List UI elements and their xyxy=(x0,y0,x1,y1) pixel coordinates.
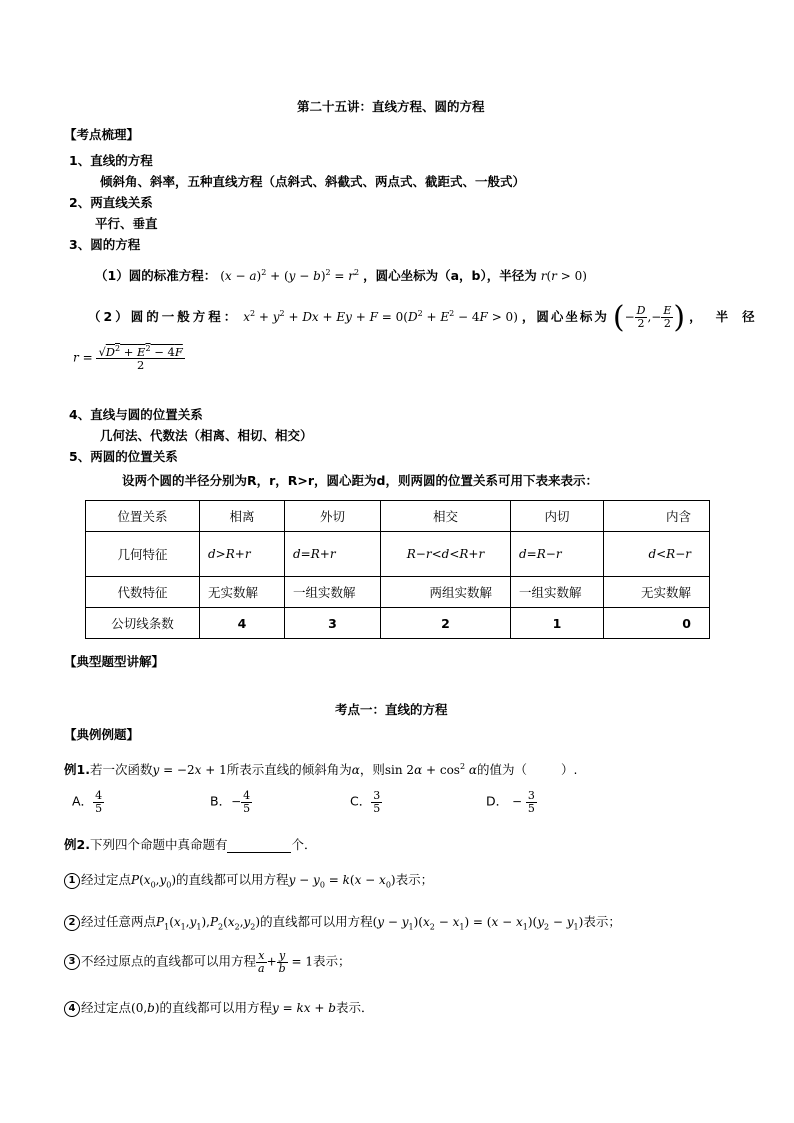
circled-number-3-icon: 3 xyxy=(64,954,80,970)
table-header-cell: 内含 xyxy=(604,501,710,532)
circle-relation-table xyxy=(85,500,710,639)
item-1-body: 倾斜角、斜率，五种直线方程（点斜式、斜截式、两点式、截距式、一般式） xyxy=(100,174,526,189)
option-label: D． xyxy=(486,793,509,809)
example-2-text: 下列四个命题中真命题有 xyxy=(89,837,228,852)
example-1-option-c[interactable] xyxy=(350,790,382,814)
statement-text: 经过任意两点 xyxy=(81,914,157,929)
statement-text: 表示； xyxy=(313,953,351,969)
example-2-text: 个． xyxy=(291,837,317,852)
option-label: B． xyxy=(210,793,232,809)
table-cell: d=R+r xyxy=(285,532,381,577)
table-cell: d=R−r xyxy=(511,532,604,577)
statement-text: 表示． xyxy=(335,1000,374,1015)
standard-circle-equation: （1）圆的标准方程： $(x - a)^2 + (y - b)^2 = r^2$ ，圆心坐标为（a，b），半径为 r(r > 0) xyxy=(95,268,587,283)
item-4-body: 几何法、代数法（相离、相切、相交） xyxy=(100,428,313,443)
example-1: 例1.若一次函数y = −2x + 1所表示直线的倾斜角为α，则$\sin 2\alpha + \cos^2 \alpha$的值为（ ）. xyxy=(64,762,578,777)
statement-text: 的直线都可以用方程 xyxy=(159,1000,273,1015)
example-1-option-b[interactable]: B．− $\frac{4}{5}$ xyxy=(210,789,251,815)
statement-1: 1 经过定点$P(x_0,y_0)$的直线都可以用方程$y - y_0 = k(x - x_0)$表示； xyxy=(64,870,433,889)
table-row-geometric xyxy=(86,532,710,577)
item-4-heading: 4、直线与圆的位置关系 xyxy=(69,407,203,422)
item-3-heading: 3、圆的方程 xyxy=(69,237,141,252)
general-center-text: ，圆心坐标为 xyxy=(521,309,609,324)
table-header-row xyxy=(86,501,710,532)
table-cell: 一组实数解 xyxy=(511,577,604,608)
table-cell: 4 xyxy=(200,608,285,639)
option-denominator: 5 xyxy=(527,801,535,815)
page-title: 第二十五讲：直线方程、圆的方程 xyxy=(297,99,485,114)
key-point-1-title: 考点一：直线的方程 xyxy=(335,702,448,717)
statement-text: 表示； xyxy=(583,914,621,929)
table-cell: R−r<d<R+r xyxy=(381,532,511,577)
table-row-label: 公切线条数 xyxy=(86,608,200,639)
statement-text: 经过定点 xyxy=(81,872,132,887)
table-header-cell: 内切 xyxy=(511,501,604,532)
example-1-option-d[interactable]: D． − $\frac{3}{5}$ xyxy=(486,789,535,815)
table-row-label: 代数特征 xyxy=(86,577,200,608)
section-review-heading: 【考点梳理】 xyxy=(64,127,140,142)
item-5-body: 设两个圆的半径分别为R，r，R>r，圆心距为d，则两圆的位置关系可用下表来表示： xyxy=(122,473,599,488)
statement-4: 4 经过定点(0,b)的直线都可以用方程y = kx + b表示． xyxy=(64,998,373,1017)
table-row-tangents xyxy=(86,608,710,639)
example-1-text: 的值为（ xyxy=(477,762,528,777)
example-1-option-a[interactable] xyxy=(72,790,104,814)
general-circle-equation: （2）圆的一般方程： $x^2 + y^2 + Dx + Ey + F = 0(D^2 + E^2 - 4F > 0)$ ，圆心坐标为 (− $\frac{D}{2}$ ,− $\frac{E}{2}$ ) ，半径 xyxy=(88,300,769,335)
statement-text: 的直线都可以用方程 xyxy=(176,872,289,887)
statement-2: 2 经过任意两点$P_1(x_1,y_1),P_2(x_2,y_2)$的直线都可以用方程$(y - y_1)(x_2 - x_1) = (x - x_1)(y_2 - y_1)$表示； xyxy=(64,912,621,931)
option-denominator: 5 xyxy=(373,801,381,815)
table-cell: 2 xyxy=(381,608,511,639)
option-numerator: 4 xyxy=(243,789,251,802)
example-1-label: 例1. xyxy=(64,762,90,777)
statement-text: 经过定点 xyxy=(81,1000,132,1015)
general-radius-text: ，半径 xyxy=(689,309,769,324)
example-2 xyxy=(64,835,316,853)
examples-heading: 【典例例题】 xyxy=(64,727,140,742)
item-2-body: 平行、垂直 xyxy=(95,216,158,231)
radius-formula: r = $\frac{√D^2 + E^2 - 4F}{2}$ xyxy=(73,344,183,372)
option-label: A． xyxy=(72,793,94,809)
table-header-cell: 相交 xyxy=(381,501,511,532)
example-1-text: 若一次函数 xyxy=(89,762,153,777)
option-denominator: 5 xyxy=(95,801,103,815)
general-equation-label: （2）圆的一般方程： xyxy=(88,309,240,324)
circled-number-4-icon: 4 xyxy=(64,1001,80,1017)
table-cell: 0 xyxy=(604,608,710,639)
table-cell: 两组实数解 xyxy=(381,577,511,608)
section-types-heading: 【典型题型讲解】 xyxy=(64,654,165,669)
statement-text: 的直线都可以用方程 xyxy=(260,914,373,929)
table-row-algebraic xyxy=(86,577,710,608)
table-header-cell: 相离 xyxy=(200,501,285,532)
example-2-label: 例2. xyxy=(64,837,90,852)
option-numerator: 3 xyxy=(373,789,381,802)
table-row-label: 几何特征 xyxy=(86,532,200,577)
table-header-cell: 位置关系 xyxy=(86,501,200,532)
example-1-text: ，则 xyxy=(359,762,385,777)
table-cell: d<R−r xyxy=(604,532,710,577)
table-cell: 无实数解 xyxy=(200,577,285,608)
example-1-text: 所表示直线的倾斜角为 xyxy=(226,762,352,777)
item-5-heading: 5、两圆的位置关系 xyxy=(69,449,178,464)
option-numerator: 4 xyxy=(95,789,103,802)
table-cell: 3 xyxy=(285,608,381,639)
item-1-heading: 1、直线的方程 xyxy=(69,153,153,168)
table-cell: 无实数解 xyxy=(604,577,710,608)
answer-blank[interactable] xyxy=(227,838,291,853)
standard-equation-label: （1）圆的标准方程： xyxy=(95,268,217,283)
table-cell: 1 xyxy=(511,608,604,639)
option-label: C． xyxy=(350,793,372,809)
table-header-cell: 外切 xyxy=(285,501,381,532)
statement-text: 不经过原点的直线都可以用方程 xyxy=(81,953,257,969)
standard-center-text: ，圆心坐标为（a，b），半径为 xyxy=(363,268,537,283)
table-cell: 一组实数解 xyxy=(285,577,381,608)
circled-number-2-icon: 2 xyxy=(64,915,80,931)
statement-3: 3 不经过原点的直线都可以用方程 $\frac{x}{a}$ + $\frac{y}{b}$ = 1表示； xyxy=(64,950,351,974)
example-1-text: ）. xyxy=(561,762,578,777)
table-cell: d>R+r xyxy=(200,532,285,577)
item-2-heading: 2、两直线关系 xyxy=(69,195,153,210)
statement-text: 表示； xyxy=(395,872,434,887)
circled-number-1-icon: 1 xyxy=(64,873,80,889)
option-denominator: 5 xyxy=(243,801,251,815)
option-numerator: 3 xyxy=(527,789,535,802)
